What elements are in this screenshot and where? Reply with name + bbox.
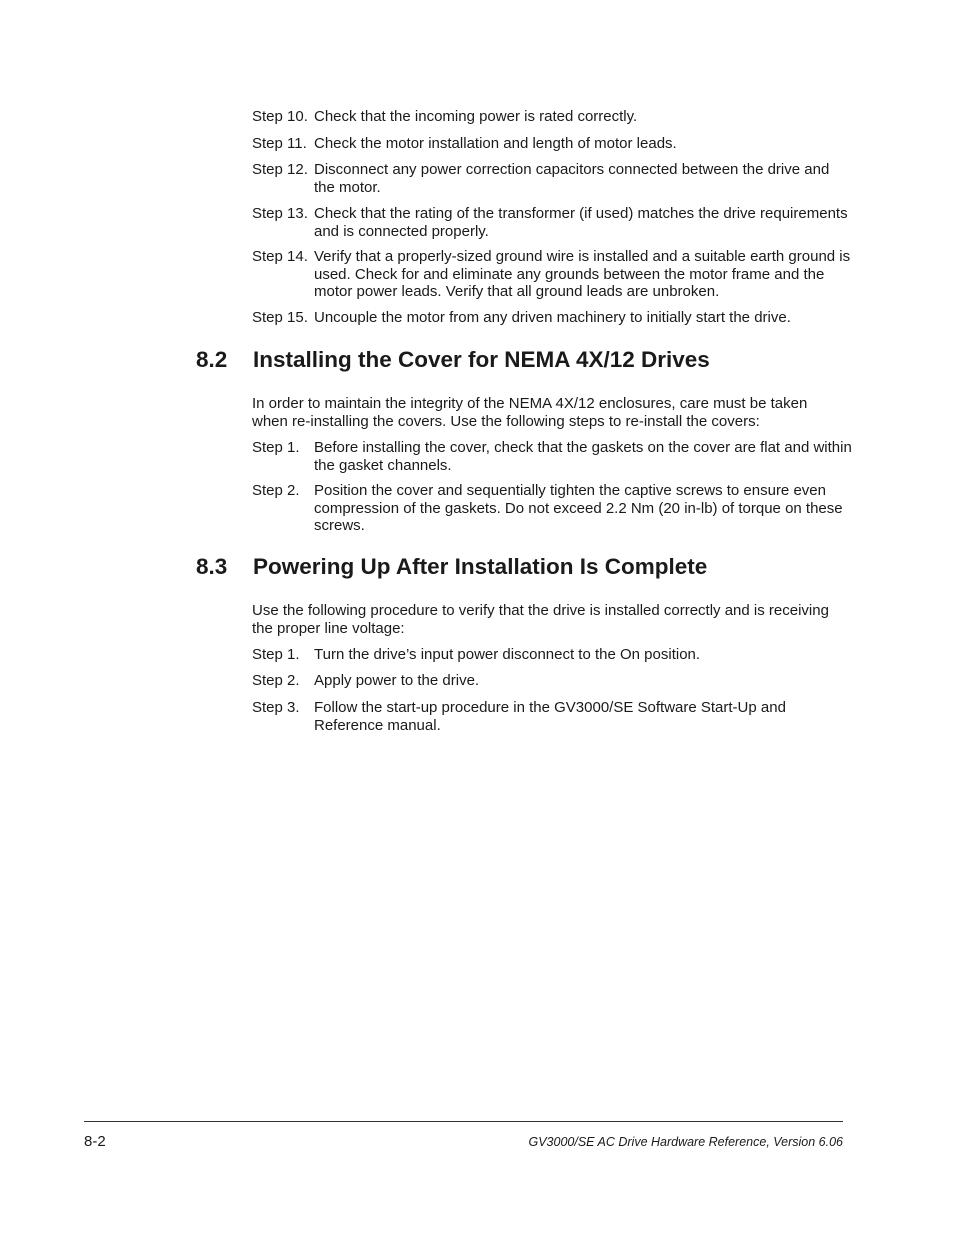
step-number: Step 12. — [252, 161, 308, 178]
step-text: Uncouple the motor from any driven machinery to initially start the drive. — [314, 309, 791, 326]
step-text: Apply power to the drive. — [314, 672, 480, 689]
step-number: Step 2. — [252, 482, 300, 499]
section-title: Powering Up After Installation Is Complete — [253, 554, 708, 579]
step-item — [252, 135, 852, 153]
section-intro: Use the following procedure to verify that the drive is installed correctly and is receiving the proper line voltage: — [252, 602, 829, 637]
step-text: Check the motor installation and length of motor leads. — [314, 135, 677, 152]
step-text: Before installing the cover, check that the gaskets on the cover are flat and within the gasket channels. — [314, 439, 852, 474]
section-title: Installing the Cover for NEMA 4X/12 Drives — [253, 347, 710, 372]
footer-divider — [84, 1121, 843, 1122]
step-text: Turn the drive’s input power disconnect to the On position. — [314, 646, 701, 663]
section-heading-8-3 — [196, 554, 707, 580]
document-title: GV3000/SE AC Drive Hardware Reference, Version 6.06 — [528, 1135, 843, 1149]
step-number: Step 1. — [252, 646, 300, 663]
step-number: Step 15. — [252, 309, 308, 326]
step-item — [252, 646, 852, 664]
section-heading-8-2 — [196, 347, 710, 373]
section-number: 8.2 — [196, 347, 228, 372]
step-item — [252, 108, 852, 126]
step-item — [252, 482, 852, 535]
step-number: Step 11. — [252, 135, 307, 152]
step-text: Check that the rating of the transformer (if used) matches the drive requirements and is connected properly. — [314, 205, 848, 240]
step-number: Step 3. — [252, 699, 300, 716]
step-number: Step 1. — [252, 439, 300, 456]
step-text: Disconnect any power correction capacitors connected between the drive and the motor. — [314, 161, 830, 196]
step-item — [252, 205, 852, 240]
step-item — [252, 248, 852, 301]
step-item — [252, 161, 852, 196]
step-number: Step 10. — [252, 108, 308, 125]
step-text: Check that the incoming power is rated correctly. — [314, 108, 638, 125]
step-number: Step 14. — [252, 248, 308, 265]
section-number: 8.3 — [196, 554, 228, 579]
section-intro: In order to maintain the integrity of the NEMA 4X/12 enclosures, care must be taken when re-installing the covers. Use the following steps to re-install the covers: — [252, 395, 808, 430]
step-number: Step 2. — [252, 672, 300, 689]
step-text: Position the cover and sequentially tighten the captive screws to ensure even compression of the gaskets. Do not exceed 2.2 Nm (20 in-lb) of torque on these screws. — [314, 482, 843, 534]
step-item — [252, 439, 852, 474]
step-text: Verify that a properly-sized ground wire is installed and a suitable earth ground is used. Check for and eliminate any grounds between the motor frame and the motor power leads. Verify that all ground leads are unbroken. — [314, 248, 851, 300]
step-text: Follow the start-up procedure in the GV3000/SE Software Start-Up and Reference manual. — [314, 699, 786, 734]
step-item — [252, 699, 852, 734]
page-number: 8-2 — [84, 1133, 106, 1150]
step-number: Step 13. — [252, 205, 308, 222]
step-item — [252, 672, 852, 690]
step-item — [252, 309, 852, 327]
